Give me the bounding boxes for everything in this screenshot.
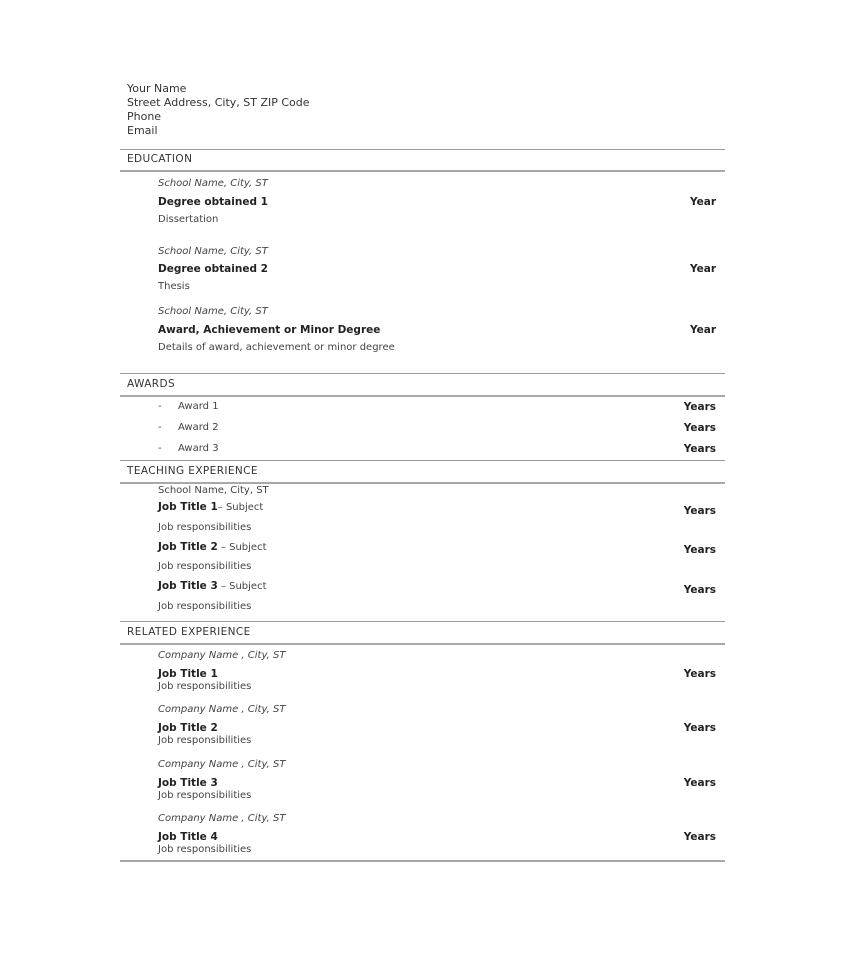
related-detail: Job responsibilities — [158, 790, 252, 801]
award-years: Years — [683, 401, 716, 413]
teaching-job-title — [158, 541, 267, 553]
job-title-text: Job Title 2 — [158, 541, 218, 553]
education-school: School Name, City, ST — [158, 246, 268, 257]
teaching-years: Years — [683, 584, 716, 596]
related-detail: Job responsibilities — [158, 844, 252, 855]
job-subject: – Subject — [217, 581, 267, 592]
related-detail: Job responsibilities — [158, 735, 252, 746]
award-label: Award 2 — [178, 422, 219, 433]
divider — [120, 482, 725, 484]
teaching-school: School Name, City, ST — [158, 485, 269, 496]
job-title-text: Job Title 3 — [158, 580, 218, 592]
related-company: Company Name , City, ST — [158, 813, 286, 824]
related-years: Years — [683, 722, 716, 734]
teaching-detail: Job responsibilities — [158, 522, 252, 533]
award-bullet: - — [158, 443, 162, 454]
job-subject: – Subject — [217, 542, 267, 553]
related-years: Years — [683, 668, 716, 680]
education-year: Year — [689, 196, 716, 208]
related-years: Years — [683, 831, 716, 843]
contact-name: Your Name — [127, 82, 187, 95]
related-job-title: Job Title 4 — [158, 831, 218, 843]
education-school: School Name, City, ST — [158, 178, 268, 189]
related-job-title: Job Title 3 — [158, 777, 218, 789]
award-label: Award 3 — [178, 443, 219, 454]
award-years: Years — [683, 443, 716, 455]
education-detail: Details of award, achievement or minor degree — [158, 342, 395, 353]
education-degree: Degree obtained 2 — [158, 263, 268, 275]
education-detail: Thesis — [158, 281, 190, 292]
education-year: Year — [689, 324, 716, 336]
award-bullet: - — [158, 422, 162, 433]
related-company: Company Name , City, ST — [158, 759, 286, 770]
divider — [120, 621, 725, 622]
related-detail: Job responsibilities — [158, 681, 252, 692]
award-label: Award 1 — [178, 401, 219, 412]
related-company: Company Name , City, ST — [158, 650, 286, 661]
education-year: Year — [689, 263, 716, 275]
contact-phone: Phone — [127, 110, 162, 123]
award-bullet: - — [158, 401, 162, 412]
teaching-detail: Job responsibilities — [158, 601, 252, 612]
divider — [120, 170, 725, 172]
section-heading-awards: AWARDS — [127, 378, 176, 390]
divider — [120, 395, 725, 397]
education-degree: Degree obtained 1 — [158, 196, 268, 208]
job-title-text: Job Title 1 — [158, 501, 218, 513]
section-heading-teaching: TEACHING EXPERIENCE — [127, 465, 258, 477]
related-years: Years — [683, 777, 716, 789]
education-degree: Award, Achievement or Minor Degree — [158, 324, 381, 336]
divider — [120, 460, 725, 461]
contact-address: Street Address, City, ST ZIP Code — [127, 96, 310, 109]
divider — [120, 860, 725, 862]
teaching-years: Years — [683, 505, 716, 517]
education-school: School Name, City, ST — [158, 306, 268, 317]
divider — [120, 643, 725, 645]
teaching-job-title — [158, 580, 267, 592]
divider — [120, 373, 725, 374]
award-years: Years — [683, 422, 716, 434]
related-company: Company Name , City, ST — [158, 704, 286, 715]
section-heading-related: RELATED EXPERIENCE — [127, 626, 251, 638]
contact-email: Email — [127, 124, 158, 137]
divider — [120, 149, 725, 150]
related-job-title: Job Title 1 — [158, 668, 218, 680]
section-heading-education: EDUCATION — [127, 153, 193, 165]
teaching-years: Years — [683, 544, 716, 556]
teaching-detail: Job responsibilities — [158, 561, 252, 572]
job-subject: – Subject — [217, 502, 264, 513]
education-detail: Dissertation — [158, 214, 219, 225]
related-job-title: Job Title 2 — [158, 722, 218, 734]
teaching-job-title — [158, 501, 263, 513]
